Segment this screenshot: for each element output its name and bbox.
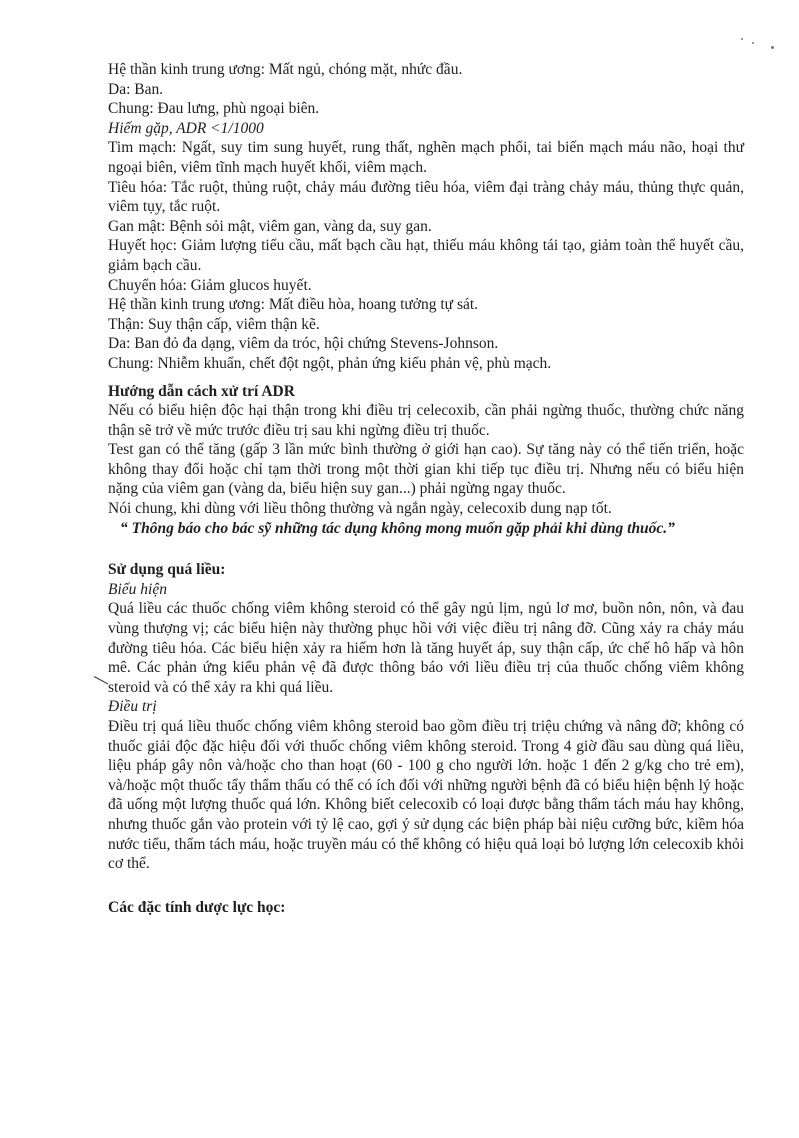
text-line: Chung: Đau lưng, phù ngoại biên. xyxy=(108,100,320,118)
symptoms-subheading: Biểu hiện xyxy=(108,580,167,598)
paragraph: Huyết học: Giảm lượng tiểu cầu, mất bạch cầu hạt, thiếu máu không tái tạo, giảm toàn thể huyết cầu, giảm bạch cầu. xyxy=(108,237,744,274)
text-line: Da: Ban. xyxy=(108,80,164,98)
text-line: Hệ thần kinh trung ương: Mất ngủ, chóng mặt, nhức đầu. xyxy=(108,61,463,78)
scan-dot xyxy=(741,38,743,40)
pen-mark xyxy=(94,676,109,684)
paragraph: Điều trị quá liều thuốc chống viêm không steroid bao gồm điều trị triệu chứng và nâng đỡ; không có thuốc giải độc đặc hiệu đối với thuốc chống viêm không steroid. Trong 4 giờ đầu sau dùng quá liều, liệu pháp gây nôn và/hoặc cho than hoạt (60 - 100 g cho người lớn. hoặc 1 đến 2 g/kg cho trẻ em), và/hoặc một thuốc tẩy thẩm thấu có thể có ích đối với những người bệnh đã có biểu hiện bệnh lý hoặc đã uống một lượng thuốc quá lớn. Không biết celecoxib có loại được bằng thẩm tách máu hay không, nhưng thuốc gắn vào protein với tỷ lệ cao, gợi ý sử dụng các biện pháp bài niệu cưỡng bức, kiềm hóa nước tiểu, thẩm tách máu, hoặc truyền máu có thể không có hiệu quả loại bỏ lượng lớn celecoxib khỏi cơ thể. xyxy=(108,718,744,873)
paragraph: Nói chung, khi dùng với liều thông thường và ngắn ngày, celecoxib dung nạp tốt. xyxy=(108,500,612,518)
document-page xyxy=(108,60,744,917)
adr-heading: Hướng dẫn cách xử trí ADR xyxy=(108,382,295,400)
rare-subheading: Hiếm gặp, ADR <1/1000 xyxy=(108,119,264,137)
paragraph: Quá liều các thuốc chống viêm không steroid có thể gây ngủ lịm, ngủ lơ mơ, buồn nôn, nôn, và đau vùng thượng vị; các biểu hiện này thường phục hồi với việc điều trị nâng đỡ. Cũng xảy ra chảy máu đường tiêu hóa. Các biểu hiện xảy ra hiếm hơn là tăng huyết áp, suy thận cấp, ức chế hô hấp và hôn mê. Các phản ứng kiểu phản vệ đã được thông báo với liều điều trị của thuốc chống viêm không steroid và có thể xảy ra khi quá liều. xyxy=(108,600,744,696)
paragraph: Da: Ban đỏ đa dạng, viêm da tróc, hội chứng Stevens-Johnson. xyxy=(108,335,499,353)
paragraph: Chung: Nhiễm khuẩn, chết đột ngột, phản ứng kiểu phản vệ, phù mạch. xyxy=(108,354,552,372)
doctor-notice: “ Thông báo cho bác sỹ những tác dụng không mong muốn gặp phải khi dùng thuốc.” xyxy=(120,519,675,537)
scan-dot xyxy=(752,42,754,44)
scan-dot xyxy=(771,46,774,49)
paragraph: Hệ thần kinh trung ương: Mất điều hòa, hoang tưởng tự sát. xyxy=(108,296,479,314)
pharmacology-heading: Các đặc tính dược lực học: xyxy=(108,898,286,916)
paragraph: Gan mật: Bệnh sỏi mật, viêm gan, vàng da, suy gan. xyxy=(108,217,432,235)
paragraph: Test gan có thể tăng (gấp 3 lần mức bình thường ở giới hạn cao). Sự tăng này có thể tiến triển, hoặc không thay đổi hoặc chỉ tạm thời trong một thời gian khi tiếp tục điều trị. Nhưng nếu có biểu hiện nặng của viêm gan (vàng da, biểu hiện suy gan...) phải ngừng ngay thuốc. xyxy=(108,441,744,498)
paragraph: Nếu có biểu hiện độc hại thận trong khi điều trị celecoxib, cần phải ngừng thuốc, thường chức năng thận sẽ trở về mức trước điều trị sau khi ngừng điều trị thuốc. xyxy=(108,402,744,439)
paragraph: Tim mạch: Ngất, suy tim sung huyết, rung thất, nghẽn mạch phổi, tai biến mạch máu não, hoại thư ngoại biên, viêm tĩnh mạch huyết khối, viêm mạch. xyxy=(108,139,744,176)
treatment-subheading: Điều trị xyxy=(108,698,157,716)
paragraph: Thận: Suy thận cấp, viêm thận kẽ. xyxy=(108,315,320,333)
paragraph: Tiêu hóa: Tắc ruột, thủng ruột, chảy máu đường tiêu hóa, viêm đại tràng chảy máu, thủng thực quản, viêm tụy, tắc ruột. xyxy=(108,178,744,216)
paragraph: Chuyển hóa: Giảm glucos huyết. xyxy=(108,276,312,294)
overdose-heading: Sử dụng quá liều: xyxy=(108,561,226,579)
